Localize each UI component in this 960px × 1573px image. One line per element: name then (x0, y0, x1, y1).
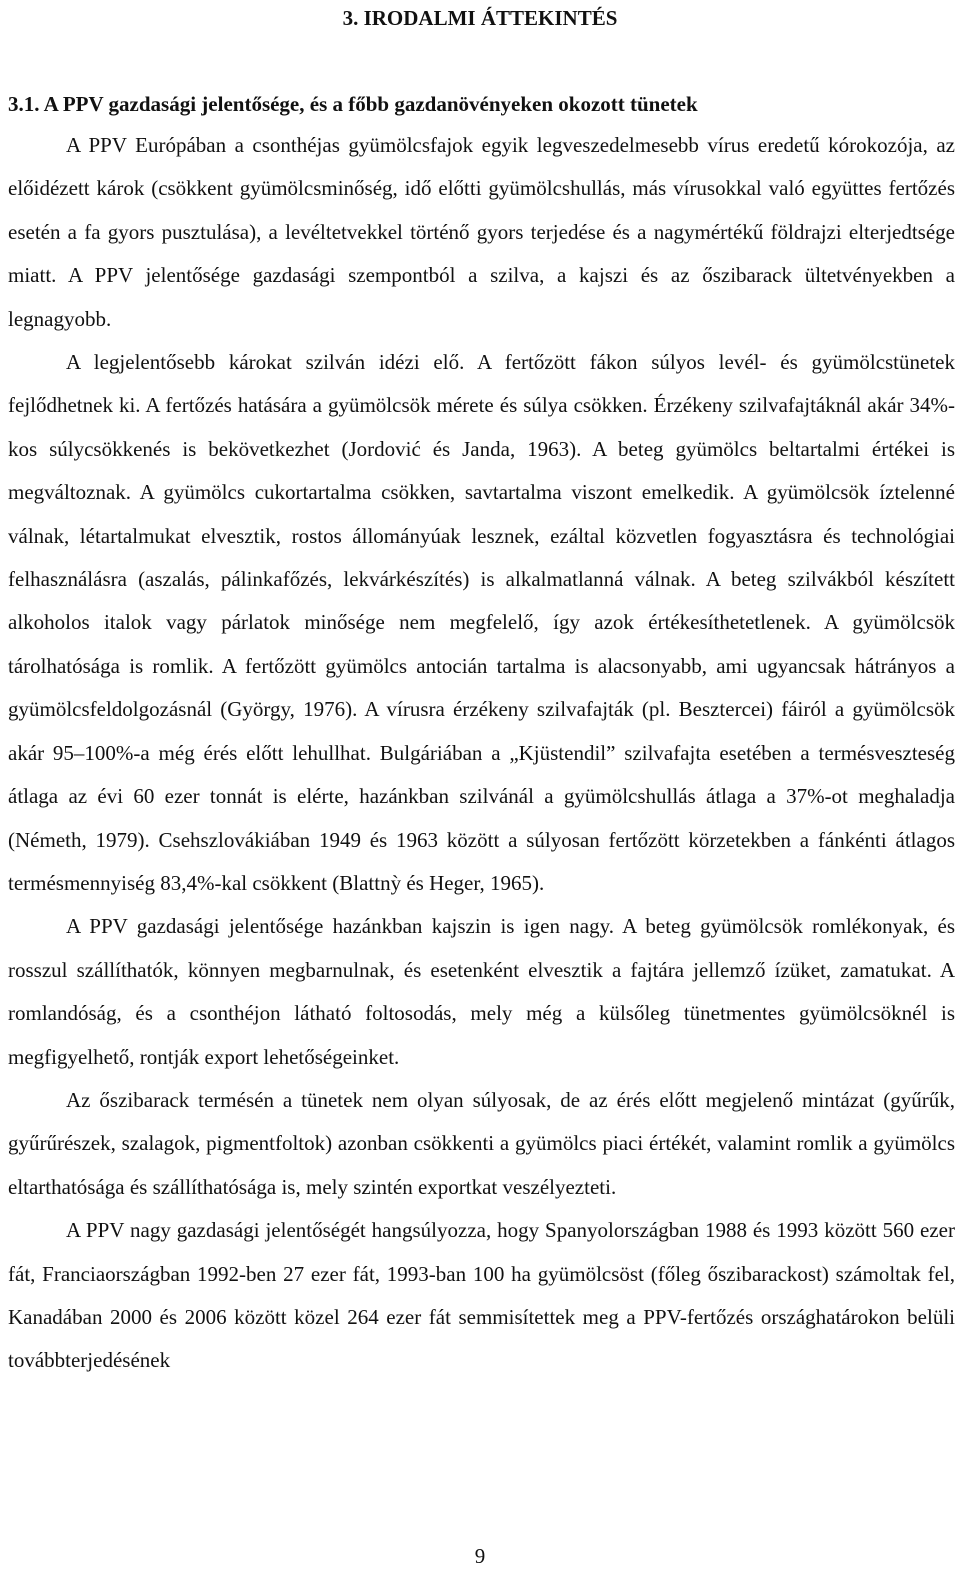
paragraph: A PPV nagy gazdasági jelentőségét hangsúlyozza, hogy Spanyolországban 1988 és 1993 között 560 ezer fát, Franciaországban 1992-ben 27 ezer fát, 1993-ban 100 ha gyümölcsöst (főleg őszibarackost) számoltak fel, Kanadában 2000 és 2006 között közel 264 ezer fát semmisítettek meg a PPV-fertőzés országhatárokon belüli továbbterjedésének (8, 1218, 955, 1373)
section-title: 3.1. A PPV gazdasági jelentősége, és a főbb gazdanövényeken okozott tünetek (8, 92, 698, 116)
paragraph: A legjelentősebb károkat szilván idézi elő. A fertőzött fákon súlyos levél- és gyümölcstünetek fejlődhetnek ki. A fertőzés hatására a gyümölcsök mérete és súlya csökken. Érzékeny szilvafajtáknál akár 34%-kos súlycsökkenés is bekövetkezhet (Jordović és Janda, 1963). A beteg gyümölcs beltartalmi értékei is megváltoznak. A gyümölcs cukortartalma csökken, savtartalma viszont emelkedik. A gyümölcsök íztelenné válnak, létartalmukat elvesztik, rostos állományúak lesznek, ezáltal közvetlen fogyasztásra és technológiai felhasználásra (aszalás, pálinkafőzés, lekvárkészítés) is alkalmatlanná válnak. A beteg szilvákból készített alkoholos italok vagy párlatok minősége nem megfelelő, így azok értékesíthetetlenek. A gyümölcsök tárolhatósága is romlik. A fertőzött gyümölcs antocián tartalma is alacsonyabb, ami ugyancsak hátrányos a gyümölcsfeldolgozásnál (György, 1976). A vírusra érzékeny szilvafajták (pl. Besztercei) fáiról a gyümölcsök akár 95–100%-a még érés előtt lehullhat. Bulgáriában a „Kjüstendil” szilvafajta esetében a termésveszteség átlaga az évi 60 ezer tonnát is elérte, hazánkban szilvánál a gyümölcshullás átlaga a 37%-ot meghaladja (Németh, 1979). Csehszlovákiában 1949 és 1963 között a súlyosan fertőzött körzetekben a fánkénti átlagos termésmennyiség 83,4%-kal csökkent (Blattnỳ és Heger, 1965). (8, 350, 955, 895)
paragraph: Az őszibarack termésén a tünetek nem olyan súlyosak, de az érés előtt megjelenő mintázat (gyűrűk, gyűrűrészek, szalagok, pigmentfoltok) azonban csökkenti a gyümölcs piaci értékét, valamint romlik a gyümölcs eltarthatósága és szállíthatósága is, mely szintén exportkat veszélyezteti. (8, 1087, 955, 1199)
page-number: 9 (474, 1544, 486, 1568)
chapter-title: 3. IRODALMI ÁTTEKINTÉS (342, 6, 618, 30)
paragraph: A PPV Európában a csonthéjas gyümölcsfajok egyik legveszedelmesebb vírus eredetű kórokozója, az előidézett károk (csökkent gyümölcsminőség, idő előtti gyümölcshullás, más vírusokkal való együttes fertőzés esetén a fa gyors pusztulása), a levéltetvekkel történő gyors terjedése és a nagymértékű földrajzi elterjedtsége miatt. A PPV jelentősége gazdasági szempontból a szilva, a kajszi és az őszibarack ültetvényekben a legnagyobb. (8, 133, 955, 331)
paragraph: A PPV gazdasági jelentősége hazánkban kajszin is igen nagy. A beteg gyümölcsök romlékonyak, és rosszul szállíthatók, könnyen megbarnulnak, és esetenként elvesztik a fajtára jellemző ízüket, zamatukat. A romlandóság, és a csonthéjon látható foltosodás, mely még a külsőleg tünetmentes gyümölcsöknél is megfigyelhető, rontják export lehetőségeinket. (8, 914, 955, 1069)
body-text (8, 124, 955, 1383)
